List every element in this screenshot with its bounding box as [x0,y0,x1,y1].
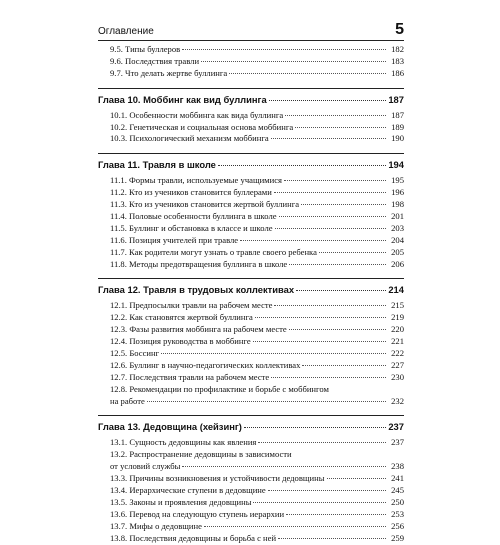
toc-entry-continuation [98,461,404,473]
toc-entry-title: 12.3. Фазы развития моббинга на рабочем месте [110,324,287,335]
toc-entry-title: 13.7. Мифы о дедовщине [110,520,202,531]
toc-entry [98,259,404,271]
toc-entry-title: 10.2. Генетическая и социальная основа моббинга [110,121,294,132]
dot-leader [218,165,386,166]
chapter-heading-title: Глава 11. Травля в школе [98,159,216,171]
chapter-heading-title: Глава 13. Дедовщина (хейзинг) [98,421,242,433]
toc-entry [98,485,404,497]
toc-entry [98,187,404,199]
dot-leader [286,514,386,515]
toc-entry [98,133,404,145]
toc-entry-page: 227 [391,359,404,370]
dot-leader [289,329,386,330]
toc-entry [98,521,404,533]
toc-entry-page: 237 [391,437,404,448]
chapter-heading-page: 187 [388,93,404,105]
toc-entry [98,533,404,545]
toc-entry-page: 187 [391,109,404,120]
toc-entry-title: 11.8. Методы предотвращения буллинга в школе [110,258,288,269]
dot-leader [244,427,386,428]
dot-leader [201,61,386,62]
dot-leader [274,192,386,193]
toc-entry [98,497,404,509]
toc-entry [98,324,404,336]
page-header [98,16,404,41]
toc-entry-page: 183 [391,55,404,66]
page-number: 5 [395,21,404,38]
dot-leader [182,466,386,467]
toc-entry-page: 250 [391,496,404,507]
toc-entry-page: 222 [391,348,404,359]
toc-entry-title: 11.3. Кто из учеников становится жертвой буллинга [110,199,300,210]
toc-entry-title: 11.1. Формы травли, используемые учащимися [110,175,282,186]
dot-leader [255,317,386,318]
toc-entry [98,211,404,223]
toc-entry [98,68,404,80]
dot-leader [161,353,386,354]
dot-leader [147,401,386,402]
toc-entry-page: 245 [391,485,404,496]
toc-entry [98,360,404,372]
dot-leader [295,127,386,128]
toc-entry-continuation-title: на работе [110,395,145,406]
toc-entry-page: 186 [391,67,404,78]
dot-leader [182,49,386,50]
toc-entry [98,336,404,348]
toc-entry-page: 253 [391,508,404,519]
toc-entry-page: 182 [391,44,404,54]
toc-entry-title: 12.1. Предпосылки травли на рабочем месте [110,300,273,311]
toc-entry-page: 190 [391,133,404,144]
dot-leader [319,252,386,253]
dot-leader [284,180,386,181]
dot-leader [279,216,386,217]
dot-leader [274,305,386,306]
toc-entry-title: 12.7. Последствия травли на рабочем месте [110,371,270,382]
dot-leader [327,478,387,479]
toc-entry-page: 201 [391,211,404,222]
toc-entry-page: 206 [391,258,404,269]
dot-leader [301,204,386,205]
toc-entry-continuation-page: 238 [391,461,404,472]
toc-entry-page: 219 [391,312,404,323]
toc-entry-page: 230 [391,371,404,382]
toc-entry-page: 195 [391,175,404,186]
toc-entry-title: 13.1. Сущность дедовщины как явления [110,437,257,448]
table-of-contents [98,44,404,545]
toc-entry-page: 241 [391,473,404,484]
toc-entry-continuation-title: от условий службы [110,461,181,472]
toc-entry-page: 256 [391,520,404,531]
toc-entry [98,384,404,396]
toc-entry-title: 12.2. Как становятся жертвой буллинга [110,312,253,323]
toc-entry-page: 198 [391,199,404,210]
chapter-heading-page: 214 [388,284,404,296]
chapter-heading [98,153,404,172]
toc-entry [98,348,404,360]
dot-leader [268,490,386,491]
dot-leader [278,538,386,539]
toc-entry-page: 220 [391,324,404,335]
toc-entry-title: 11.7. Как родители могут узнать о травле своего ребенка [110,246,317,257]
toc-entry-page: 221 [391,336,404,347]
dot-leader [269,100,386,101]
toc-entry-title: 13.8. Последствия дедовщины и борьба с ней [110,532,277,543]
toc-entry-page: 205 [391,246,404,257]
dot-leader [229,73,386,74]
toc-entry [98,199,404,211]
toc-entry [98,449,404,461]
toc-entry-page: 204 [391,234,404,245]
toc-entry [98,235,404,247]
toc-entry-title: 13.4. Иерархические ступени в дедовщине [110,485,266,496]
toc-entry-continuation-page: 232 [391,395,404,406]
toc-entry [98,437,404,449]
dot-leader [271,138,386,139]
toc-entry-title: 11.2. Кто из учеников становится буллерами [110,187,272,198]
dot-leader [240,240,386,241]
toc-entry [98,122,404,134]
toc-entry [98,247,404,259]
toc-entry [98,372,404,384]
dot-leader [253,341,386,342]
dot-leader [275,228,386,229]
toc-entry-title: 9.6. Последствия травли [110,55,200,66]
toc-entry-title: 12.5. Боссинг [110,348,160,359]
toc-entry [98,44,404,56]
toc-entry-title: 12.4. Позиция руководства в моббинге [110,336,251,347]
toc-entry [98,175,404,187]
dot-leader [271,377,386,378]
toc-entry-page: 215 [391,300,404,311]
dot-leader [285,115,386,116]
dot-leader [253,502,386,503]
toc-entry-title: 13.2. Распространение дедовщины в зависимости [110,449,292,460]
toc-entry-page: 189 [391,121,404,132]
toc-entry [98,312,404,324]
toc-entry-page: 196 [391,187,404,198]
toc-entry-title: 11.6. Позиция учителей при травле [110,234,239,245]
dot-leader [258,442,386,443]
dot-leader [296,290,386,291]
section-title: Оглавление [98,26,154,37]
toc-entry-title: 13.6. Перевод на следующую ступень иерархии [110,508,285,519]
toc-entry-title: 12.8. Рекомендации по профилактике и борьбе с моббингом [110,383,329,394]
dot-leader [204,526,386,527]
toc-entry-continuation [98,396,404,408]
toc-entry-title: 9.5. Типы буллеров [110,44,181,54]
toc-entry-title: 13.3. Причины возникновения и устойчивости дедовщины [110,473,325,484]
dot-leader [302,365,386,366]
chapter-heading-title: Глава 12. Травля в трудовых коллективах [98,284,295,296]
toc-entry-page: 259 [391,532,404,543]
toc-entry-title: 9.7. Что делать жертве буллинга [110,67,228,78]
toc-entry [98,223,404,235]
toc-entry-title: 13.5. Законы и проявления дедовщины [110,496,252,507]
toc-entry [98,473,404,485]
chapter-heading-page: 237 [388,421,404,433]
toc-entry [98,300,404,312]
chapter-heading [98,278,404,297]
toc-entry-title: 10.3. Психологический механизм моббинга [110,133,269,144]
dot-leader [289,264,386,265]
toc-entry [98,509,404,521]
toc-entry [98,110,404,122]
toc-entry-title: 11.5. Буллинг и обстановка в классе и школе [110,222,273,233]
chapter-heading [98,88,404,107]
toc-entry-title: 12.6. Буллинг в научно-педагогических коллективах [110,359,301,370]
toc-entry-page: 203 [391,222,404,233]
toc-entry [98,56,404,68]
chapter-heading-page: 194 [388,159,404,171]
toc-entry-title: 11.4. Половые особенности буллинга в школе [110,211,277,222]
chapter-heading-title: Глава 10. Моббинг как вид буллинга [98,93,267,105]
chapter-heading [98,415,404,434]
toc-entry-title: 10.1. Особенности моббинга как вида буллинга [110,109,284,120]
